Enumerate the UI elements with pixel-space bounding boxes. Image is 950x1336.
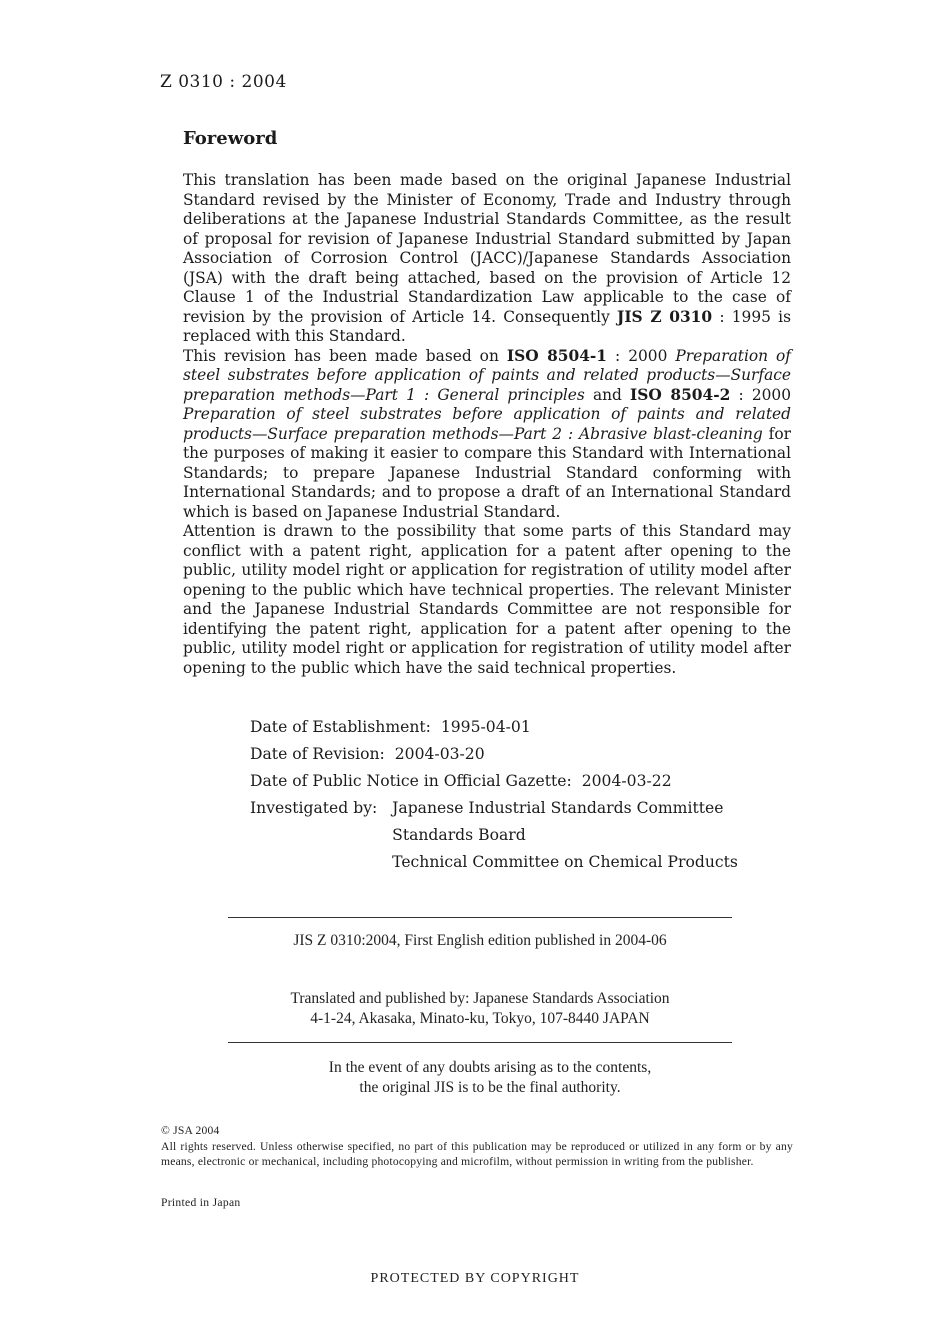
foreword-paragraph-2 [183,347,791,523]
p2-text-a: This revision has been made based on [183,346,507,365]
notice-label: Date of Public Notice in Official Gazette: [250,772,572,790]
p1-text-c: : 1995 is replaced with this Standard. [183,307,791,345]
establishment-row [250,714,738,741]
foreword-heading: Foreword [183,128,278,149]
revision-row [250,741,738,768]
publisher-line-2: 4-1-24, Akasaka, Minato-ku, Tokyo, 107-8440 JAPAN [310,1010,650,1027]
edition-line: JIS Z 0310:2004, First English edition published in 2004-06 [293,932,667,949]
standard-number: Z 0310 : 2004 [160,72,287,92]
investigated-label: Investigated by: [250,799,378,817]
notice-row [250,768,738,795]
copyright-owner: © JSA 2004 [161,1124,220,1137]
copyright-block [161,1123,793,1170]
investigated-row [250,795,738,876]
printed-in: Printed in Japan [161,1196,241,1209]
investigator-2: Standards Board [392,826,526,844]
p2-iso-title-2: Preparation of steel substrates before application of paints and related products—Surface preparation methods—Part 2 : Abrasive blast-cleaning [183,405,791,443]
foreword-paragraph-3: Attention is drawn to the possibility that some parts of this Standard may conflict with a patent right, application for a patent after opening to the public, utility model right or application for registration of utility model after opening to the public which have technical properties. The relevant Minister and the Japanese Industrial Standards Committee are not responsible for identifying the patent right, application for a patent after opening to the public, utility model right or application for registration of utility model after opening to the public which have the said technical properties. [183,522,791,677]
p2-text-c: : 2000 [607,346,676,365]
bottom-divider [228,1042,732,1043]
p2-iso-ref-2: ISO 8504-2 [630,385,731,404]
p1-standard-ref: JIS Z 0310 [617,307,713,326]
p2-iso-title-1: Preparation of steel substrates before application of paints and related products—Surface preparation methods—Part 1 : General principles [183,346,792,404]
foreword-body [183,171,791,678]
establishment-date: 1995-04-01 [440,718,531,736]
dates-block [250,714,738,876]
revision-label: Date of Revision: [250,745,385,763]
revision-date: 2004-03-20 [394,745,485,763]
p2-iso-ref-1: ISO 8504-1 [506,346,607,365]
establishment-label: Date of Establishment: [250,718,431,736]
foreword-paragraph-1 [183,171,791,347]
p2-text-g: : 2000 [730,385,792,404]
notice-date: 2004-03-22 [581,772,672,790]
copyright-footer: PROTECTED BY COPYRIGHT [370,1271,580,1286]
investigator-3: Technical Committee on Chemical Products [392,853,738,871]
authority-notice-line-2: the original JIS is to be the final authority. [359,1079,621,1096]
investigator-1: Japanese Industrial Standards Committee [392,799,724,817]
top-divider [228,917,732,918]
p2-text-i: for the purposes of making it easier to compare this Standard with International Standards; to prepare Japanese Industrial Standard conforming with International Standards; and to propose a draft of an International Standard which is based on Japanese Industrial Standard. [183,424,792,521]
rights-statement: All rights reserved. Unless otherwise specified, no part of this publication may be reproduced or utilized in any form or by any means, electronic or mechanical, including photocopying and microfilm, without permission in writing from the publisher. [161,1139,793,1168]
investigators-list [392,795,738,876]
publisher-line-1: Translated and published by: Japanese Standards Association [290,990,670,1007]
p2-text-e: and [584,385,631,404]
authority-notice-line-1: In the event of any doubts arising as to the contents, [328,1059,652,1076]
p1-text-a: This translation has been made based on the original Japanese Industrial Standard revised by the Minister of Economy, Trade and Industry through deliberations at the Japanese Industrial Standards Committee, as the result of proposal for revision of Japanese Industrial Standard submitted by Japan Association of Corrosion Control (JACC)/Japanese Standards Association (JSA) with the draft being attached, based on the provision of Article 12 Clause 1 of the Industrial Standardization Law applicable to the case of revision by the provision of Article 14. Consequently [183,171,791,326]
